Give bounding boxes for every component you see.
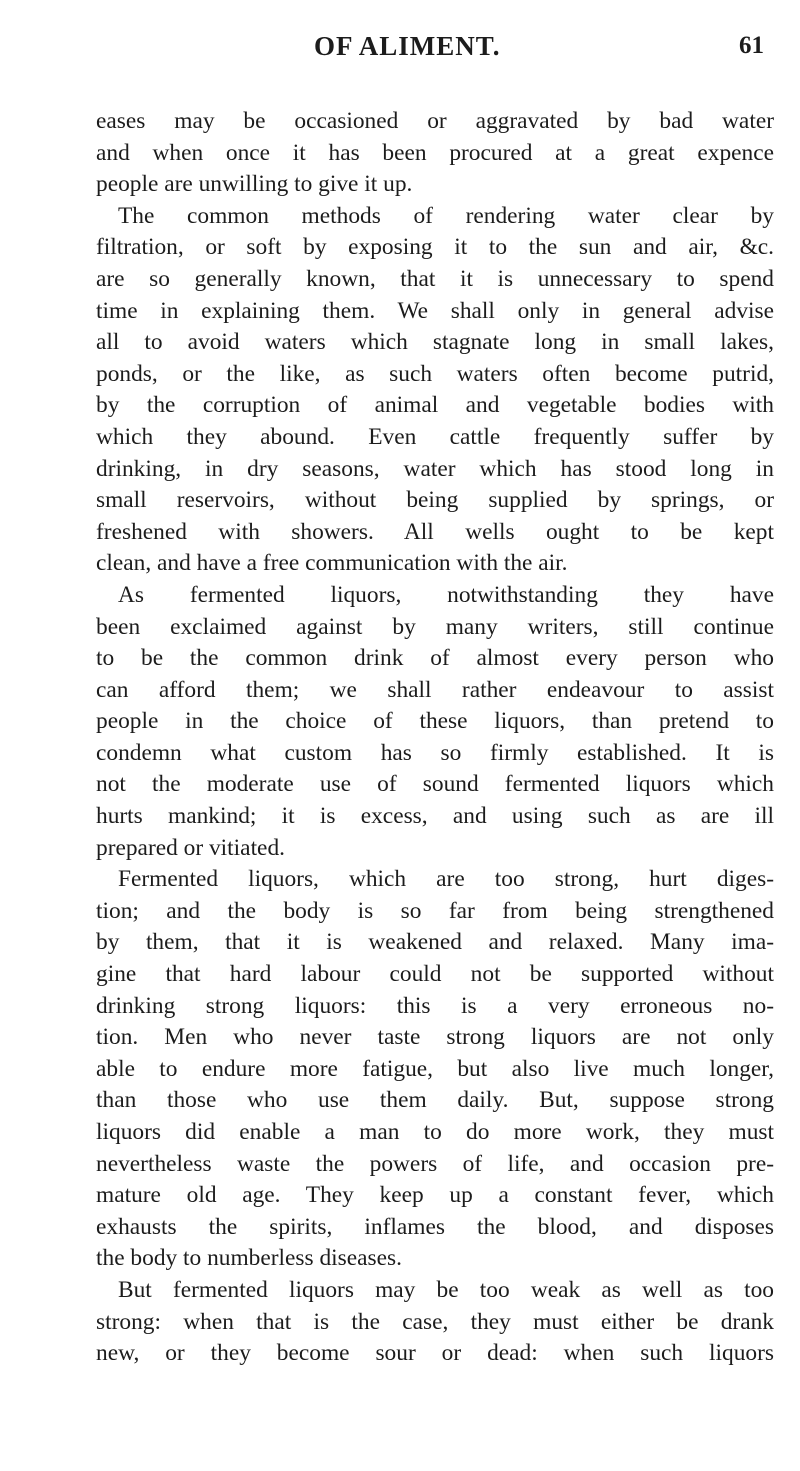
text-line: not the moderate use of sound fermented liquors which xyxy=(96,771,774,798)
text-line: all to avoid waters which stagnate long in small lakes, xyxy=(96,329,774,356)
text-line: are so generally known, that it is unnecessary to spend xyxy=(96,265,774,292)
text-line: clean, and have a free communication with the air. xyxy=(96,550,568,577)
text-line: can afford them; we shall rather endeavour to assist xyxy=(96,676,774,703)
text-line: tion; and the body is so far from being strengthened xyxy=(96,897,774,924)
body-text xyxy=(96,106,774,1370)
text-line: able to endure more fatigue, but also live much longer, xyxy=(96,1055,774,1082)
text-line: people are unwilling to give it up. xyxy=(96,171,413,198)
text-line: eases may be occasioned or aggravated by bad water xyxy=(96,108,774,134)
text-line: But fermented liquors may be too weak as well as too xyxy=(118,1276,774,1303)
running-title: OF ALIMENT. xyxy=(314,31,501,61)
page-number: 61 xyxy=(739,32,764,59)
text-line: mature old age. They keep up a constant fever, which xyxy=(96,1182,774,1209)
text-line: by them, that it is weakened and relaxed. Many ima- xyxy=(96,929,774,956)
text-line: freshened with showers. All wells ought to be kept xyxy=(96,518,774,545)
text-line: than those who use them daily. But, suppose strong xyxy=(96,1087,774,1114)
text-line: and when once it has been procured at a great expence xyxy=(96,139,774,166)
text-line: drinking, in dry seasons, water which has stood long in xyxy=(96,455,774,482)
text-line: The common methods of rendering water clear by xyxy=(118,202,774,229)
text-line: drinking strong liquors: this is a very erroneous no- xyxy=(96,992,774,1019)
text-line: the body to numberless diseases. xyxy=(96,1245,402,1272)
text-line: As fermented liquors, notwithstanding they have xyxy=(118,581,774,608)
text-line: by the corruption of animal and vegetable bodies with xyxy=(96,392,774,419)
text-line: time in explaining them. We shall only in general advise xyxy=(96,297,774,324)
running-head xyxy=(96,28,764,64)
text-line: strong: when that is the case, they must either be drank xyxy=(96,1308,774,1335)
text-line: liquors did enable a man to do more work, they must xyxy=(96,1119,774,1145)
text-line: filtration, or soft by exposing it to the sun and air, &c. xyxy=(96,234,774,261)
text-line: hurts mankind; it is excess, and using such as are ill xyxy=(96,803,774,830)
text-line: to be the common drink of almost every person who xyxy=(96,645,774,672)
text-line: tion. Men who never taste strong liquors are not only xyxy=(96,1024,774,1051)
text-line: small reservoirs, without being supplied by springs, or xyxy=(96,487,774,514)
text-line: prepared or vitiated. xyxy=(96,834,285,861)
text-line: ponds, or the like, as such waters often become putrid, xyxy=(96,360,774,387)
text-line: Fermented liquors, which are too strong, hurt diges- xyxy=(118,866,774,893)
text-line: been exclaimed against by many writers, still continue xyxy=(96,613,774,640)
text-line: condemn what custom has so firmly established. It is xyxy=(96,739,774,766)
text-line: nevertheless waste the powers of life, and occasion pre- xyxy=(96,1150,774,1177)
text-line: exhausts the spirits, inflames the blood, and disposes xyxy=(96,1213,774,1240)
text-line: which they abound. Even cattle frequently suffer by xyxy=(96,423,774,450)
text-line: new, or they become sour or dead: when such liquors xyxy=(96,1340,774,1367)
text-line: gine that hard labour could not be supported without xyxy=(96,961,774,988)
text-line: people in the choice of these liquors, than pretend to xyxy=(96,708,774,735)
